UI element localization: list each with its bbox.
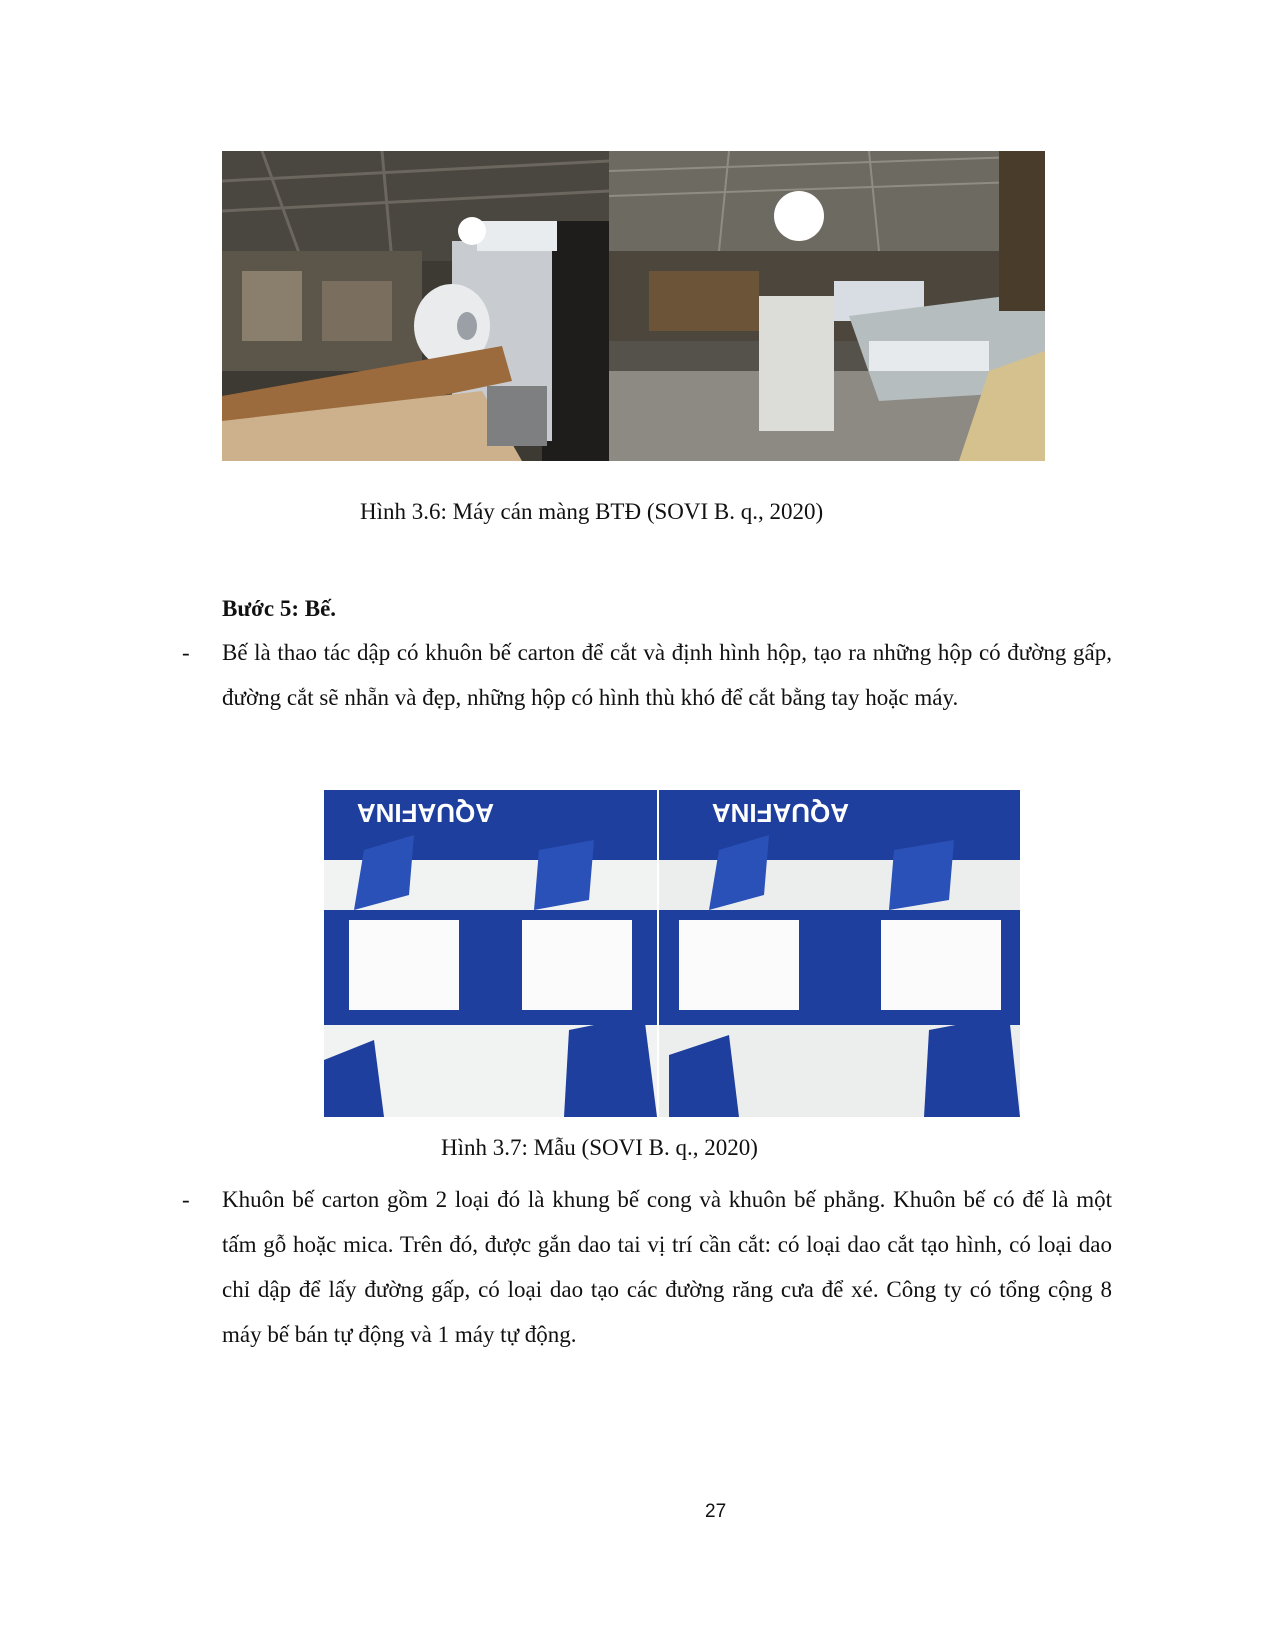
brand-print-left: AQUAFINA [356,798,494,828]
page-number: 27 [705,1501,727,1522]
figure-3-7-caption: Hình 3.7: Mẫu (SOVI B. q., 2020) [441,1135,758,1160]
step-5-heading: Bước 5: Bế. [222,596,337,621]
figure-3-7-photo-right [659,790,1020,1117]
brand-print-right: AQUAFINA [711,798,849,828]
figure-3-6-photo-right [609,151,1045,461]
step-5-paragraph: Bế là thao tác dập có khuôn bế carton để cắt và định hình hộp, tạo ra những hộp có đường gấp, đường cắt sẽ nhẵn và đẹp, những hộp có hình thù khó để cắt bằng tay hoặc máy. [222,640,1112,710]
bullet-mark: - [182,640,190,665]
die-types-paragraph: Khuôn bế carton gồm 2 loại đó là khung bế cong và khuôn bế phẳng. Khuôn bế có đế là một tấm gỗ hoặc mica. Trên đó, được gắn dao tai vị trí cần cắt: có loại dao cắt tạo hình, có loại dao chỉ dập để lấy đường gấp, có loại dao tạo các đường răng cưa để xé. Công ty có tổng cộng 8 máy bế bán tự động và 1 máy tự động. [222,1187,1112,1347]
figure-3-6-photo-left [222,151,609,461]
bullet-mark: - [182,1187,190,1212]
figure-3-7-photo-left [324,790,657,1117]
figure-3-6-caption: Hình 3.6: Máy cán màng BTĐ (SOVI B. q., 2020) [360,499,824,524]
